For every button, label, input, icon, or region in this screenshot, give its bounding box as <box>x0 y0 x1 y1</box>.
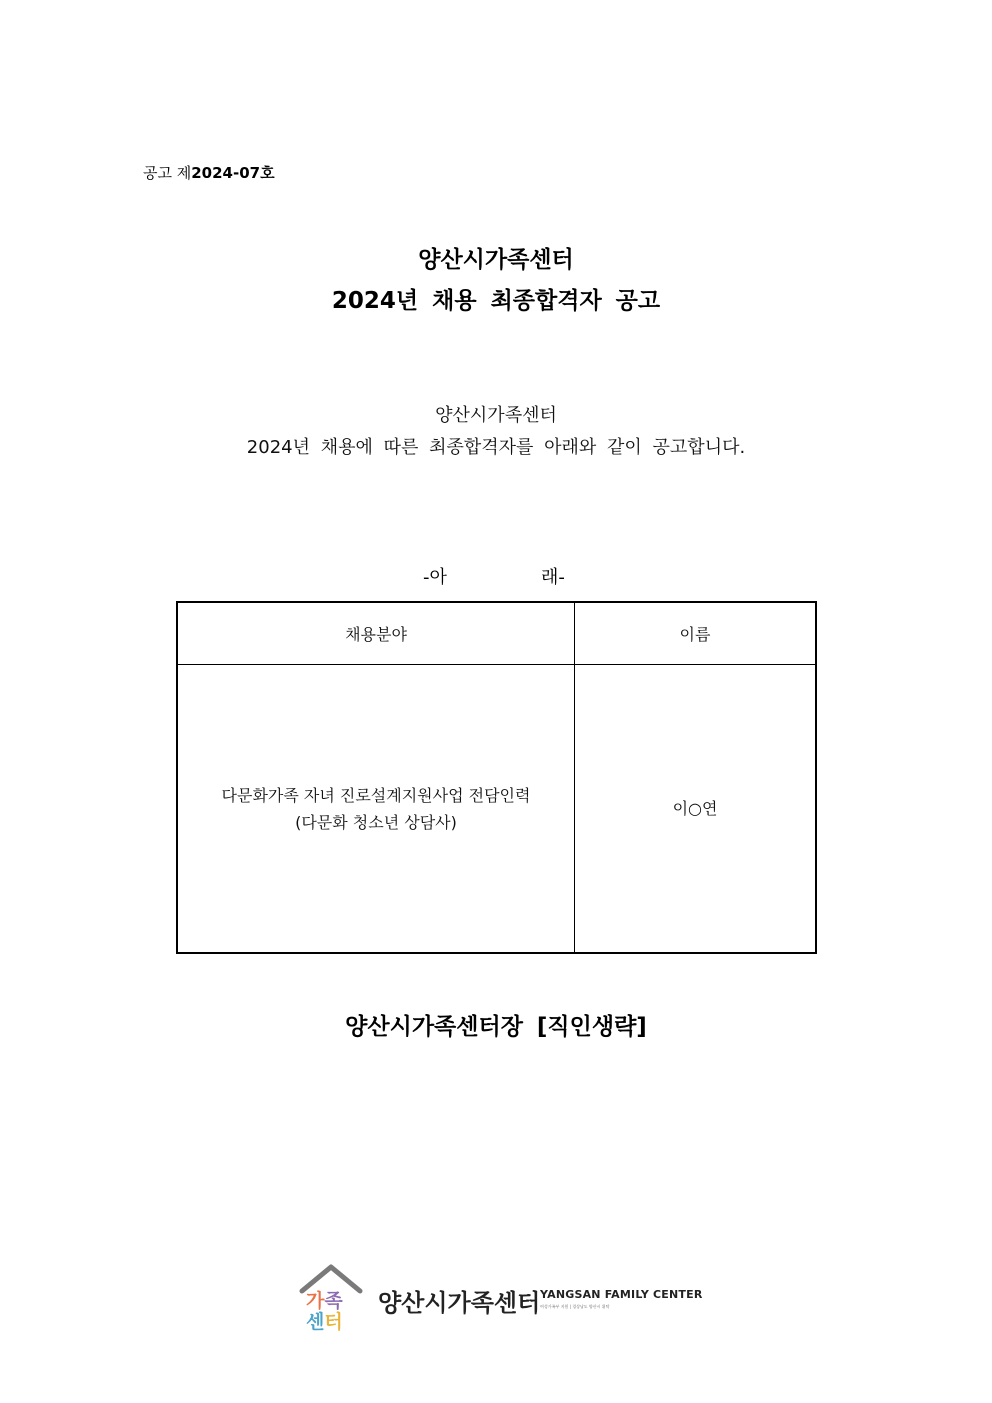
family-center-logo-icon <box>298 1263 364 1331</box>
notice-number <box>143 162 275 183</box>
notice-prefix: 공고 제 <box>143 164 192 182</box>
logo-roof <box>302 1267 360 1291</box>
title-main: 2024년 채용 최종합격자 공고 <box>331 288 661 314</box>
header-field: 채용분야 <box>177 602 575 665</box>
cell-field <box>177 665 575 954</box>
result-table <box>176 601 817 954</box>
footer-logo <box>298 1263 718 1333</box>
footer-org-name-en: YANGSAN FAMILY CENTER <box>540 1288 703 1301</box>
intro-text: 2024년 채용에 따른 최종합격자를 아래와 같이 공고합니다. <box>246 437 746 458</box>
cell-name: 이○연 <box>575 665 817 954</box>
title-org: 양산시가족센터 <box>418 247 574 273</box>
notice-number-value: 2024-07호 <box>191 164 275 182</box>
below-heading-left: -아 <box>423 567 447 588</box>
table-header-row <box>177 602 816 665</box>
logo-text-ga <box>306 1289 343 1312</box>
below-heading-right: 래- <box>541 567 565 588</box>
footer-org-name: 양산시가족센터 <box>378 1289 541 1317</box>
cell-field-line1: 다문화가족 자녀 진로설계지원사업 전담인력 <box>221 785 531 805</box>
footer-subtext: 여성가족부 지원 | 경상남도 양산시 위탁 <box>540 1304 610 1309</box>
logo-glyph-sen: 센 <box>306 1311 325 1331</box>
logo-glyph-ga: 가 <box>306 1290 325 1312</box>
intro-org: 양산시가족센터 <box>435 405 557 426</box>
signature: 양산시가족센터장 [직인생략] <box>345 1014 647 1040</box>
logo-text-sen <box>306 1310 343 1331</box>
table-row <box>177 665 816 954</box>
header-name: 이름 <box>575 602 817 665</box>
cell-field-line2: (다문화 청소년 상담사) <box>295 812 457 832</box>
logo-glyph-jok: 족 <box>324 1290 343 1312</box>
logo-glyph-teo: 터 <box>324 1311 343 1331</box>
